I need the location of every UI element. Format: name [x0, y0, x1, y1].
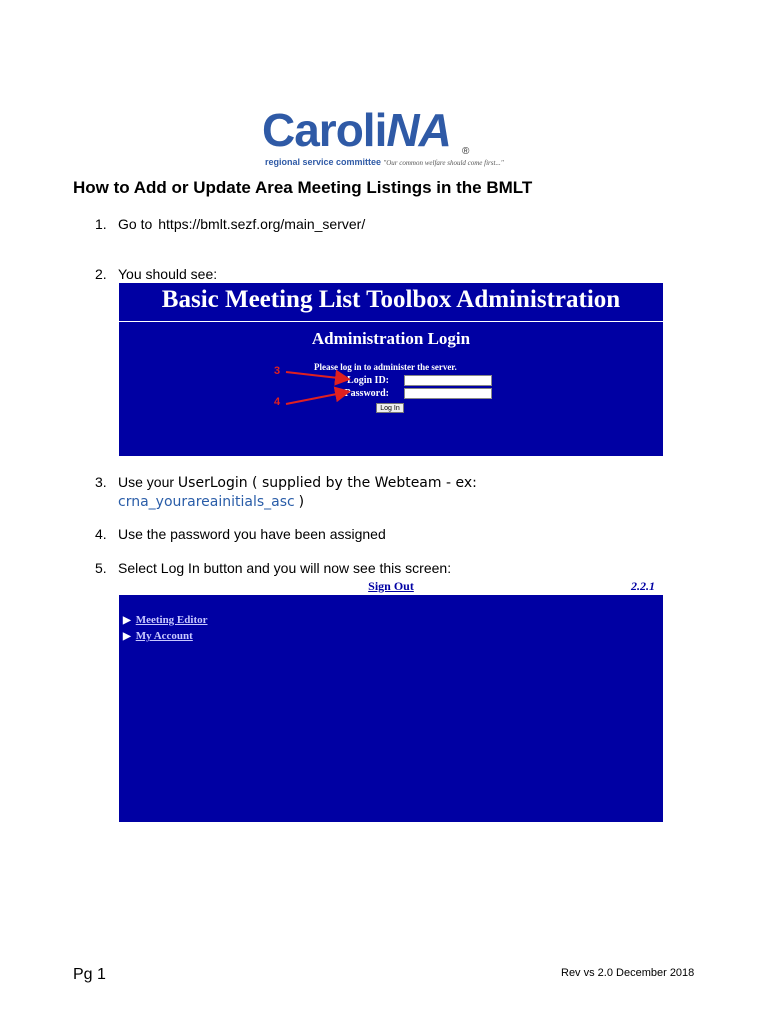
step-text: Use your: [118, 474, 175, 490]
step-1: [95, 215, 365, 233]
logo-word-main: Caroli: [262, 104, 387, 156]
step-number: 5.: [95, 560, 107, 576]
server-url[interactable]: https://bmlt.sezf.org/main_server/: [158, 216, 366, 232]
admin-login-heading: Administration Login: [311, 329, 471, 348]
step-text-userlogin: UserLogin ( supplied by the Webteam - ex:: [177, 475, 477, 491]
page-title: How to Add or Update Area Meeting Listings in the BMLT: [73, 178, 533, 197]
logo-subtitle-text: regional service committee: [265, 157, 382, 167]
bmlt-admin-header: Basic Meeting List Toolbox Administration: [161, 286, 621, 313]
login-message: Please log in to administer the server.: [314, 362, 457, 372]
step-text: Go to: [118, 216, 153, 232]
step-number: 4.: [95, 526, 107, 542]
step-5: [95, 559, 451, 577]
log-in-button[interactable]: Log In: [376, 403, 404, 413]
triangle-right-icon: ▶: [123, 615, 131, 626]
meeting-editor-link[interactable]: Meeting Editor: [135, 614, 208, 626]
annotation-number-4: 4: [274, 396, 281, 408]
registered-mark: ®: [462, 146, 470, 157]
login-id-label: Login ID:: [347, 375, 389, 386]
login-screenshot: [119, 283, 663, 456]
logo-wordmark: [262, 100, 451, 160]
step-number: 3.: [95, 474, 107, 490]
arrow-to-password: [286, 392, 347, 404]
step-text: Use the password you have been assigned: [118, 526, 386, 542]
sign-out-link[interactable]: Sign Out: [368, 579, 414, 593]
step-number: 2.: [95, 266, 107, 282]
step-text: You should see:: [118, 266, 218, 282]
nav-item-meeting-editor[interactable]: [123, 614, 208, 626]
logo-subtitle: [265, 157, 504, 167]
step-text: Select Log In button and you will now see this screen:: [118, 560, 452, 576]
step-number: 1.: [95, 216, 107, 232]
step-3: [95, 473, 477, 511]
logo-word-na: NA: [386, 104, 451, 156]
logo-tagline: "Our common welfare should come first...": [383, 159, 504, 167]
example-login: crna_yourareainitials_asc: [118, 494, 295, 510]
annotation-arrows: [119, 283, 663, 456]
arrow-to-login-id: [286, 372, 347, 379]
triangle-right-icon: ▶: [123, 631, 131, 642]
nav-item-my-account[interactable]: [123, 630, 193, 642]
carolina-logo: [262, 100, 504, 170]
my-account-link[interactable]: My Account: [135, 630, 193, 642]
step-text-close: ): [298, 494, 305, 510]
annotation-number-3: 3: [274, 365, 281, 377]
page-number: Pg 1: [73, 966, 106, 983]
menu-screenshot: [119, 577, 663, 822]
step-2: [95, 265, 217, 283]
revision-note: Rev vs 2.0 December 2018: [561, 967, 695, 979]
step-4: [95, 525, 386, 543]
password-label: Password:: [344, 388, 389, 399]
version-label: 2.2.1: [631, 579, 655, 593]
